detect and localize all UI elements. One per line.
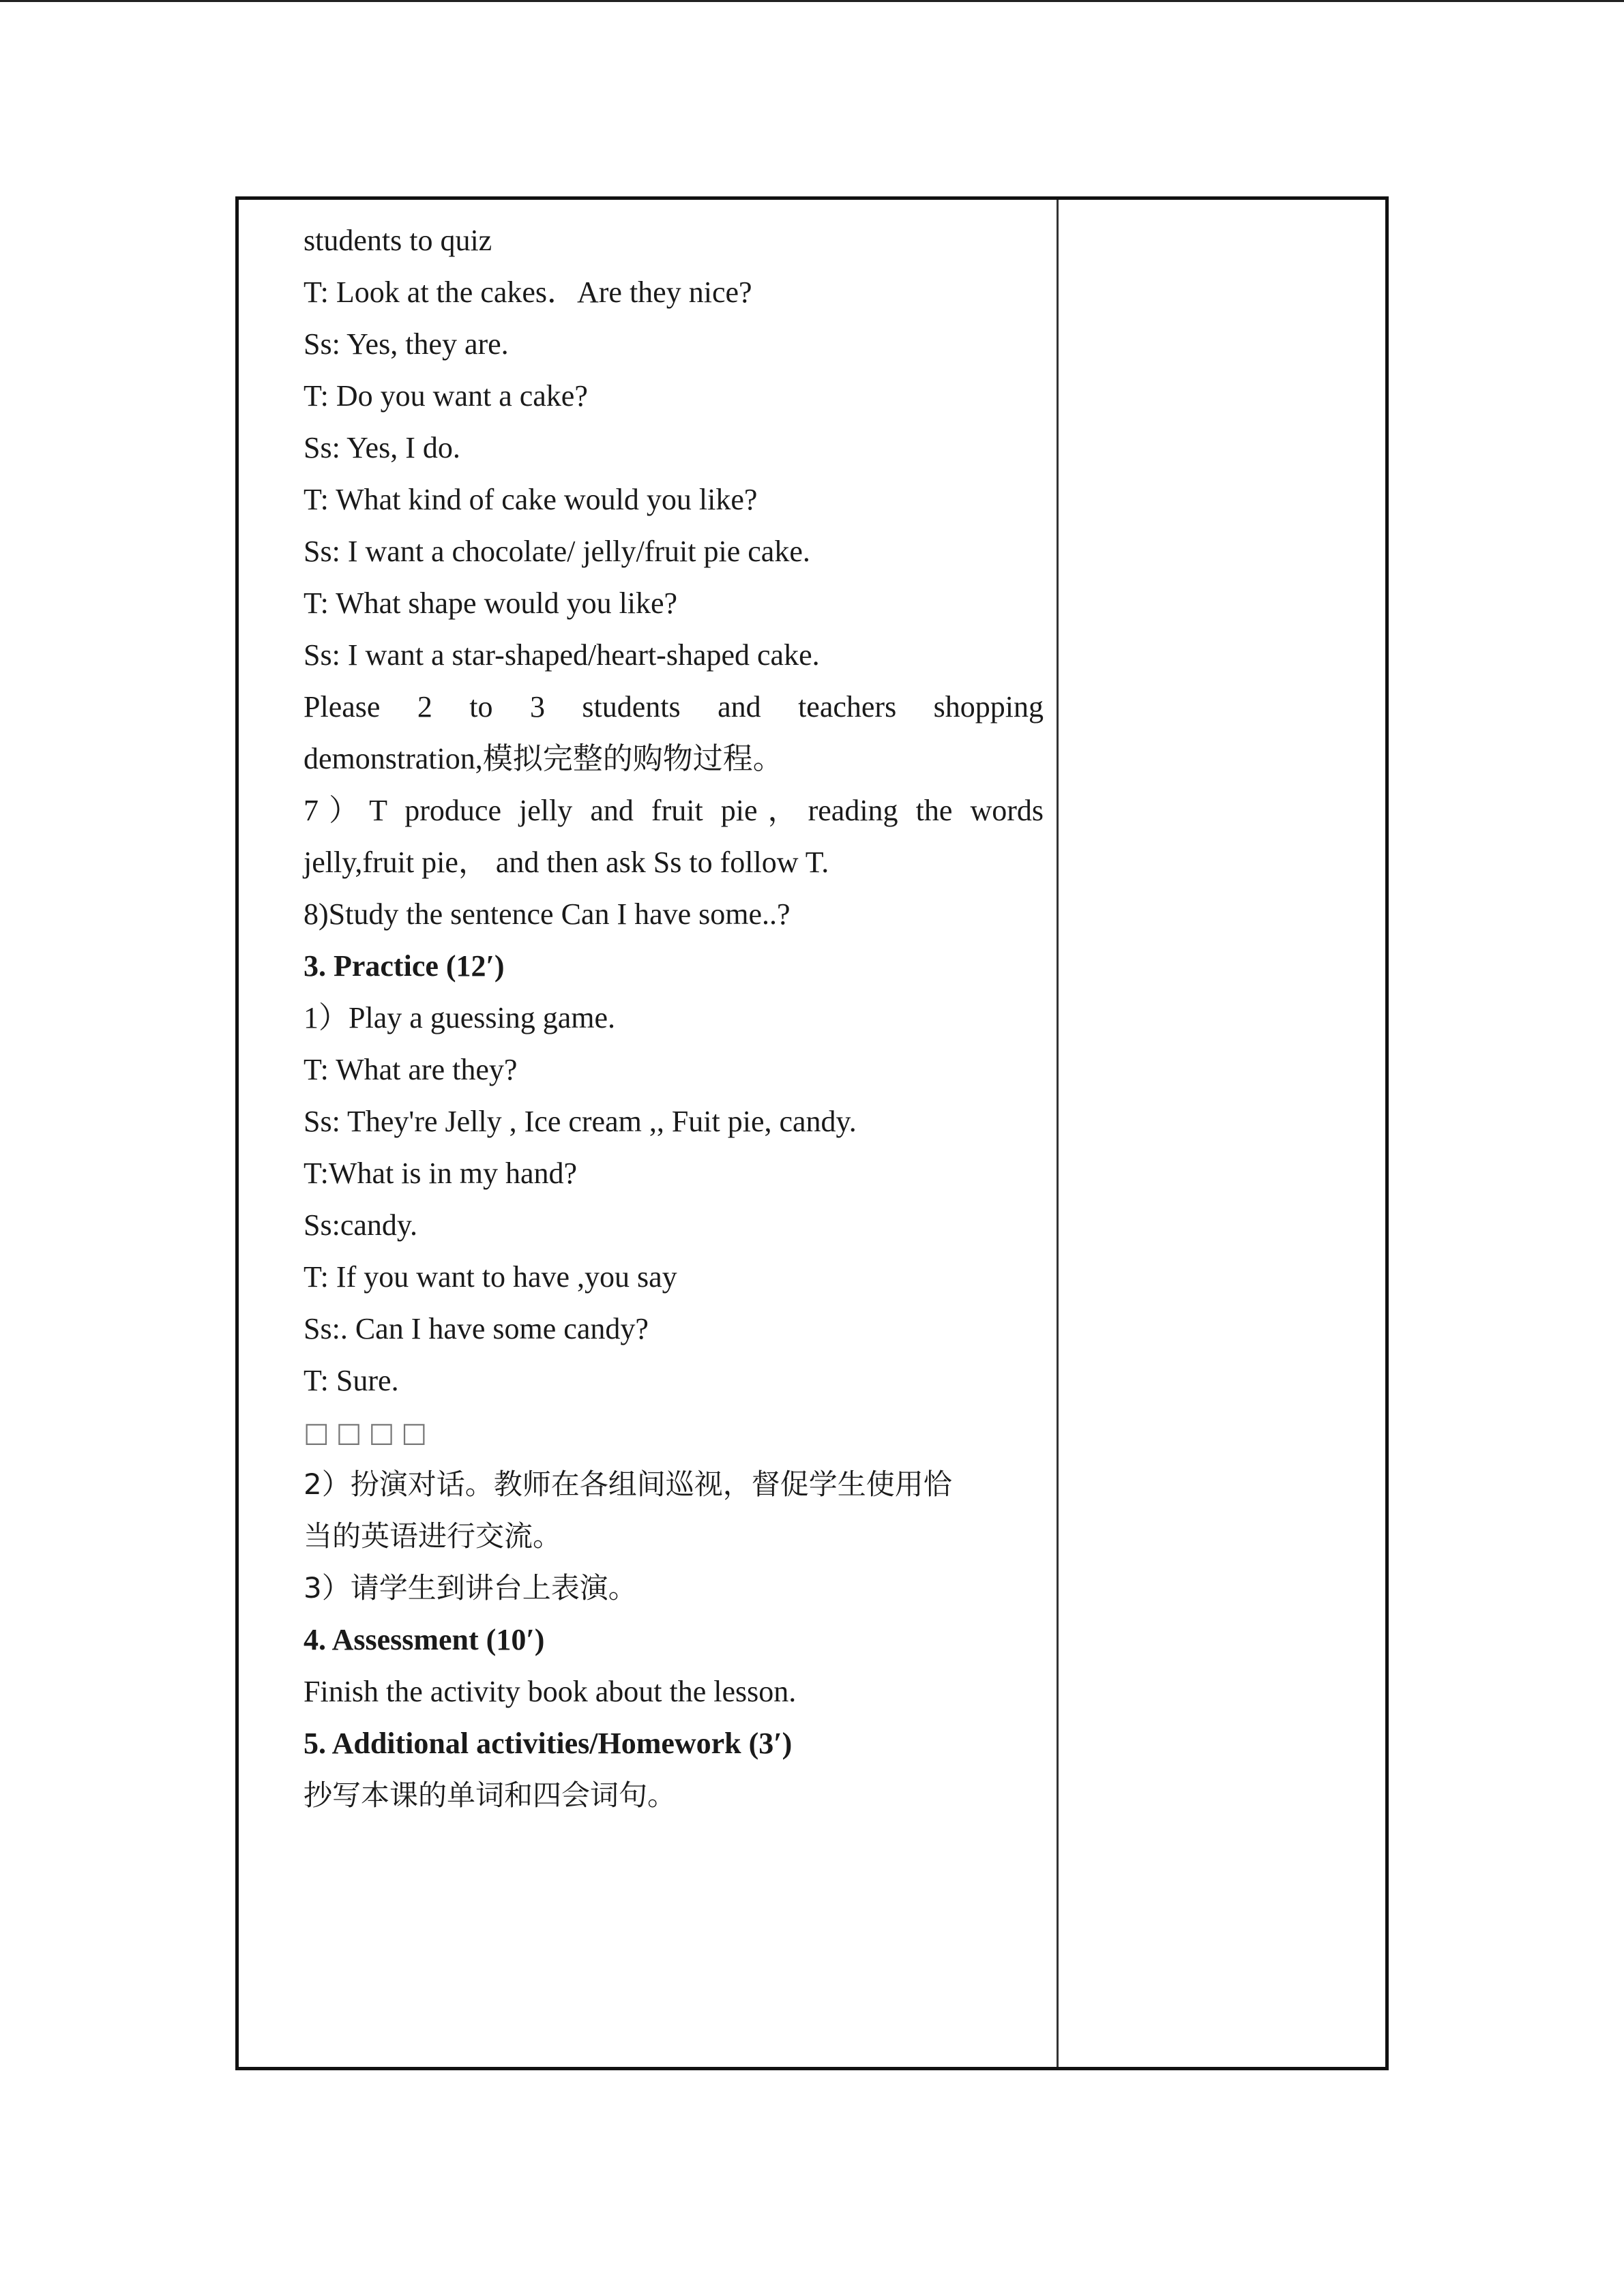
text-line: Please 2 to 3 students and teachers shopping <box>304 690 1044 724</box>
lesson-plan-table <box>235 196 1389 2070</box>
text-line: jelly,fruit pie， and then ask Ss to follow T. <box>304 846 829 879</box>
text-line: Ss: They're Jelly , Ice cream ,, Fuit pie, candy. <box>304 1105 857 1138</box>
text-line: T: What shape would you like? <box>304 586 678 620</box>
text-line: 3）请学生到讲台上表演。 <box>304 1571 637 1605</box>
text-line: T: What are they? <box>304 1053 518 1086</box>
section-heading-assessment: 4. Assessment (10′) <box>304 1623 545 1656</box>
text-line: 1）Play a guessing game. <box>304 1001 616 1034</box>
text-line: Ss:candy. <box>304 1208 418 1242</box>
text-line: T: Look at the cakes．Are they nice? <box>304 275 752 309</box>
text-line: T:What is in my hand? <box>304 1157 578 1190</box>
text-line: Ss: I want a star-shaped/heart-shaped cake. <box>304 638 820 672</box>
section-heading-homework: 5. Additional activities/Homework (3′) <box>304 1727 793 1760</box>
placeholder-boxes: □□□□ <box>304 1417 434 1448</box>
text-line: Ss: I want a chocolate/ jelly/fruit pie cake. <box>304 535 810 568</box>
text-line: 抄写本课的单词和四会词句。 <box>304 1778 677 1812</box>
text-line: Finish the activity book about the lesson. <box>304 1675 797 1708</box>
text-line: 当的英语进行交流。 <box>304 1519 562 1553</box>
column-divider <box>1057 200 1059 2067</box>
text-line: T: Sure. <box>304 1364 399 1397</box>
page-top-border <box>0 0 1624 2</box>
text-line: T: If you want to have ,you say <box>304 1260 677 1294</box>
text-line: 8)Study the sentence Can I have some..? <box>304 897 791 931</box>
text-line: Ss:. Can I have some candy? <box>304 1312 649 1345</box>
procedure-cell <box>304 215 1044 1821</box>
text-line: demonstration,模拟完整的购物过程。 <box>304 742 783 775</box>
text-line: students to quiz <box>304 224 492 257</box>
text-line: 2）扮演对话。教师在各组间巡视，督促学生使用恰 <box>304 1467 952 1501</box>
text-line: Ss: Yes, I do. <box>304 431 460 464</box>
text-line: T: Do you want a cake? <box>304 379 588 413</box>
text-line: Ss: Yes, they are. <box>304 327 509 361</box>
section-heading-practice: 3. Practice (12′) <box>304 949 505 983</box>
text-line: T: What kind of cake would you like? <box>304 483 758 516</box>
text-line: 7）T produce jelly and fruit pie，reading the words <box>304 794 1044 827</box>
